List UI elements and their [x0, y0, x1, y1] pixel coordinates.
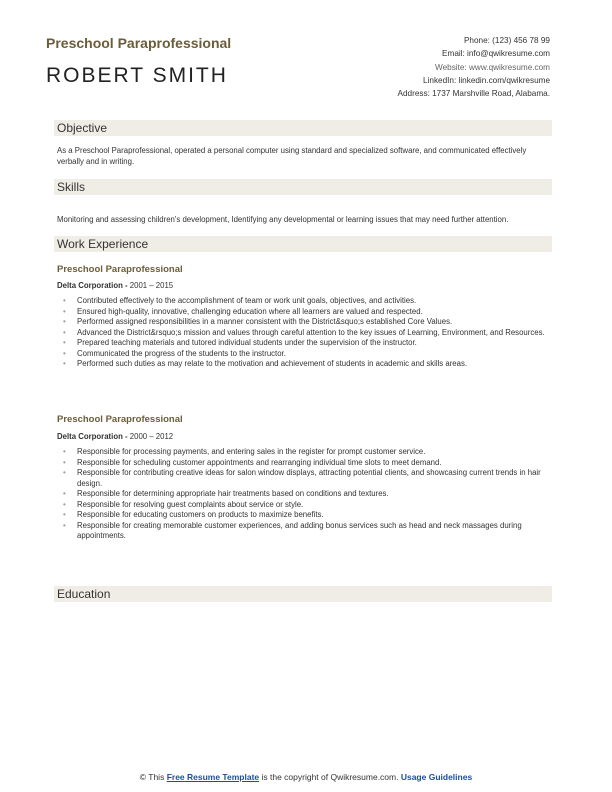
list-item: • Responsible for determining appropriate hair treatments based on conditions and textures. — [57, 489, 553, 500]
list-item: • Prepared teaching materials and tutored individual students under the supervision of the instructor. — [57, 338, 553, 349]
contact-block — [398, 34, 550, 100]
objective-heading: Objective — [54, 120, 552, 136]
list-item: • Performed assigned responsibilities in a manner consistent with the District&squo;s established Core Values. — [57, 317, 553, 328]
list-item: • Responsible for creating memorable customer experiences, and adding bonus services such as head and neck massages during appointments. — [57, 521, 553, 542]
job-2-employer — [57, 432, 173, 441]
footer-middle: is the copyright of Qwikresume.com. — [259, 772, 401, 782]
job-1-bullets — [57, 296, 553, 370]
list-item: • Responsible for educating customers on products to maximize benefits. — [57, 510, 553, 521]
contact-website[interactable]: Website: www.qwikresume.com — [435, 62, 550, 72]
list-item: • Ensured high-quality, innovative, challenging education where all learners are valued and respected. — [57, 307, 553, 318]
job-1-employer — [57, 281, 173, 290]
list-item: • Performed such duties as may relate to the motivation and achievement of students in academic and skills areas. — [57, 359, 553, 370]
job-2-company: Delta Corporation - — [57, 432, 128, 441]
education-heading: Education — [54, 586, 552, 602]
list-item: • Advanced the District&rsquo;s mission and values through careful attention to the key issues of Learning, Environment, and Resources. — [57, 328, 553, 339]
footer-prefix: © This — [139, 772, 167, 782]
list-item: • Responsible for scheduling customer appointments and rearranging individual time slots to meet demand. — [57, 458, 553, 469]
job-2-role: Preschool Paraprofessional — [57, 414, 183, 425]
usage-guidelines-link[interactable]: Usage Guidelines — [400, 772, 473, 782]
list-item: • Communicated the progress of the students to the instructor. — [57, 349, 553, 360]
contact-phone: Phone: (123) 456 78 99 — [463, 36, 550, 45]
list-item: • Responsible for processing payments, and entering sales in the register for prompt customer service. — [57, 447, 553, 458]
contact-email: Email: info@qwikresume.com — [442, 49, 550, 59]
job-2-dates: 2000 – 2012 — [127, 432, 174, 441]
job-1-role: Preschool Paraprofessional — [57, 264, 183, 275]
job-2-bullets — [57, 447, 553, 542]
job-1-company: Delta Corporation - — [57, 281, 128, 290]
skills-heading: Skills — [54, 179, 552, 195]
free-resume-template-link[interactable]: Free Resume Template — [166, 772, 260, 782]
list-item: • Responsible for contributing creative ideas for salon window displays, attracting potential clients, and showcasing current trends in hair design. — [57, 468, 553, 489]
list-item: • Contributed effectively to the accomplishment of team or work unit goals, objectives, and activities. — [57, 296, 553, 307]
job-1-dates: 2001 – 2015 — [127, 281, 174, 290]
header-job-title: Preschool Paraprofessional — [46, 35, 232, 51]
list-item: • Responsible for resolving guest complaints about service or style. — [57, 500, 553, 511]
objective-text: As a Preschool Paraprofessional, operated a personal computer using standard and specialized software, and communicated effectively verbally and in writing. — [57, 146, 527, 166]
skills-text: Monitoring and assessing children's development, Identifying any developmental or learning issues that may need further attention. — [57, 215, 509, 224]
work-experience-heading: Work Experience — [54, 236, 552, 252]
footer-copyright — [0, 772, 612, 782]
contact-address: Address: 1737 Marshville Road, Alabama. — [397, 89, 550, 99]
candidate-name: ROBERT SMITH — [46, 64, 228, 87]
contact-linkedin: LinkedIn: linkedin.com/qwikresume — [423, 75, 550, 85]
